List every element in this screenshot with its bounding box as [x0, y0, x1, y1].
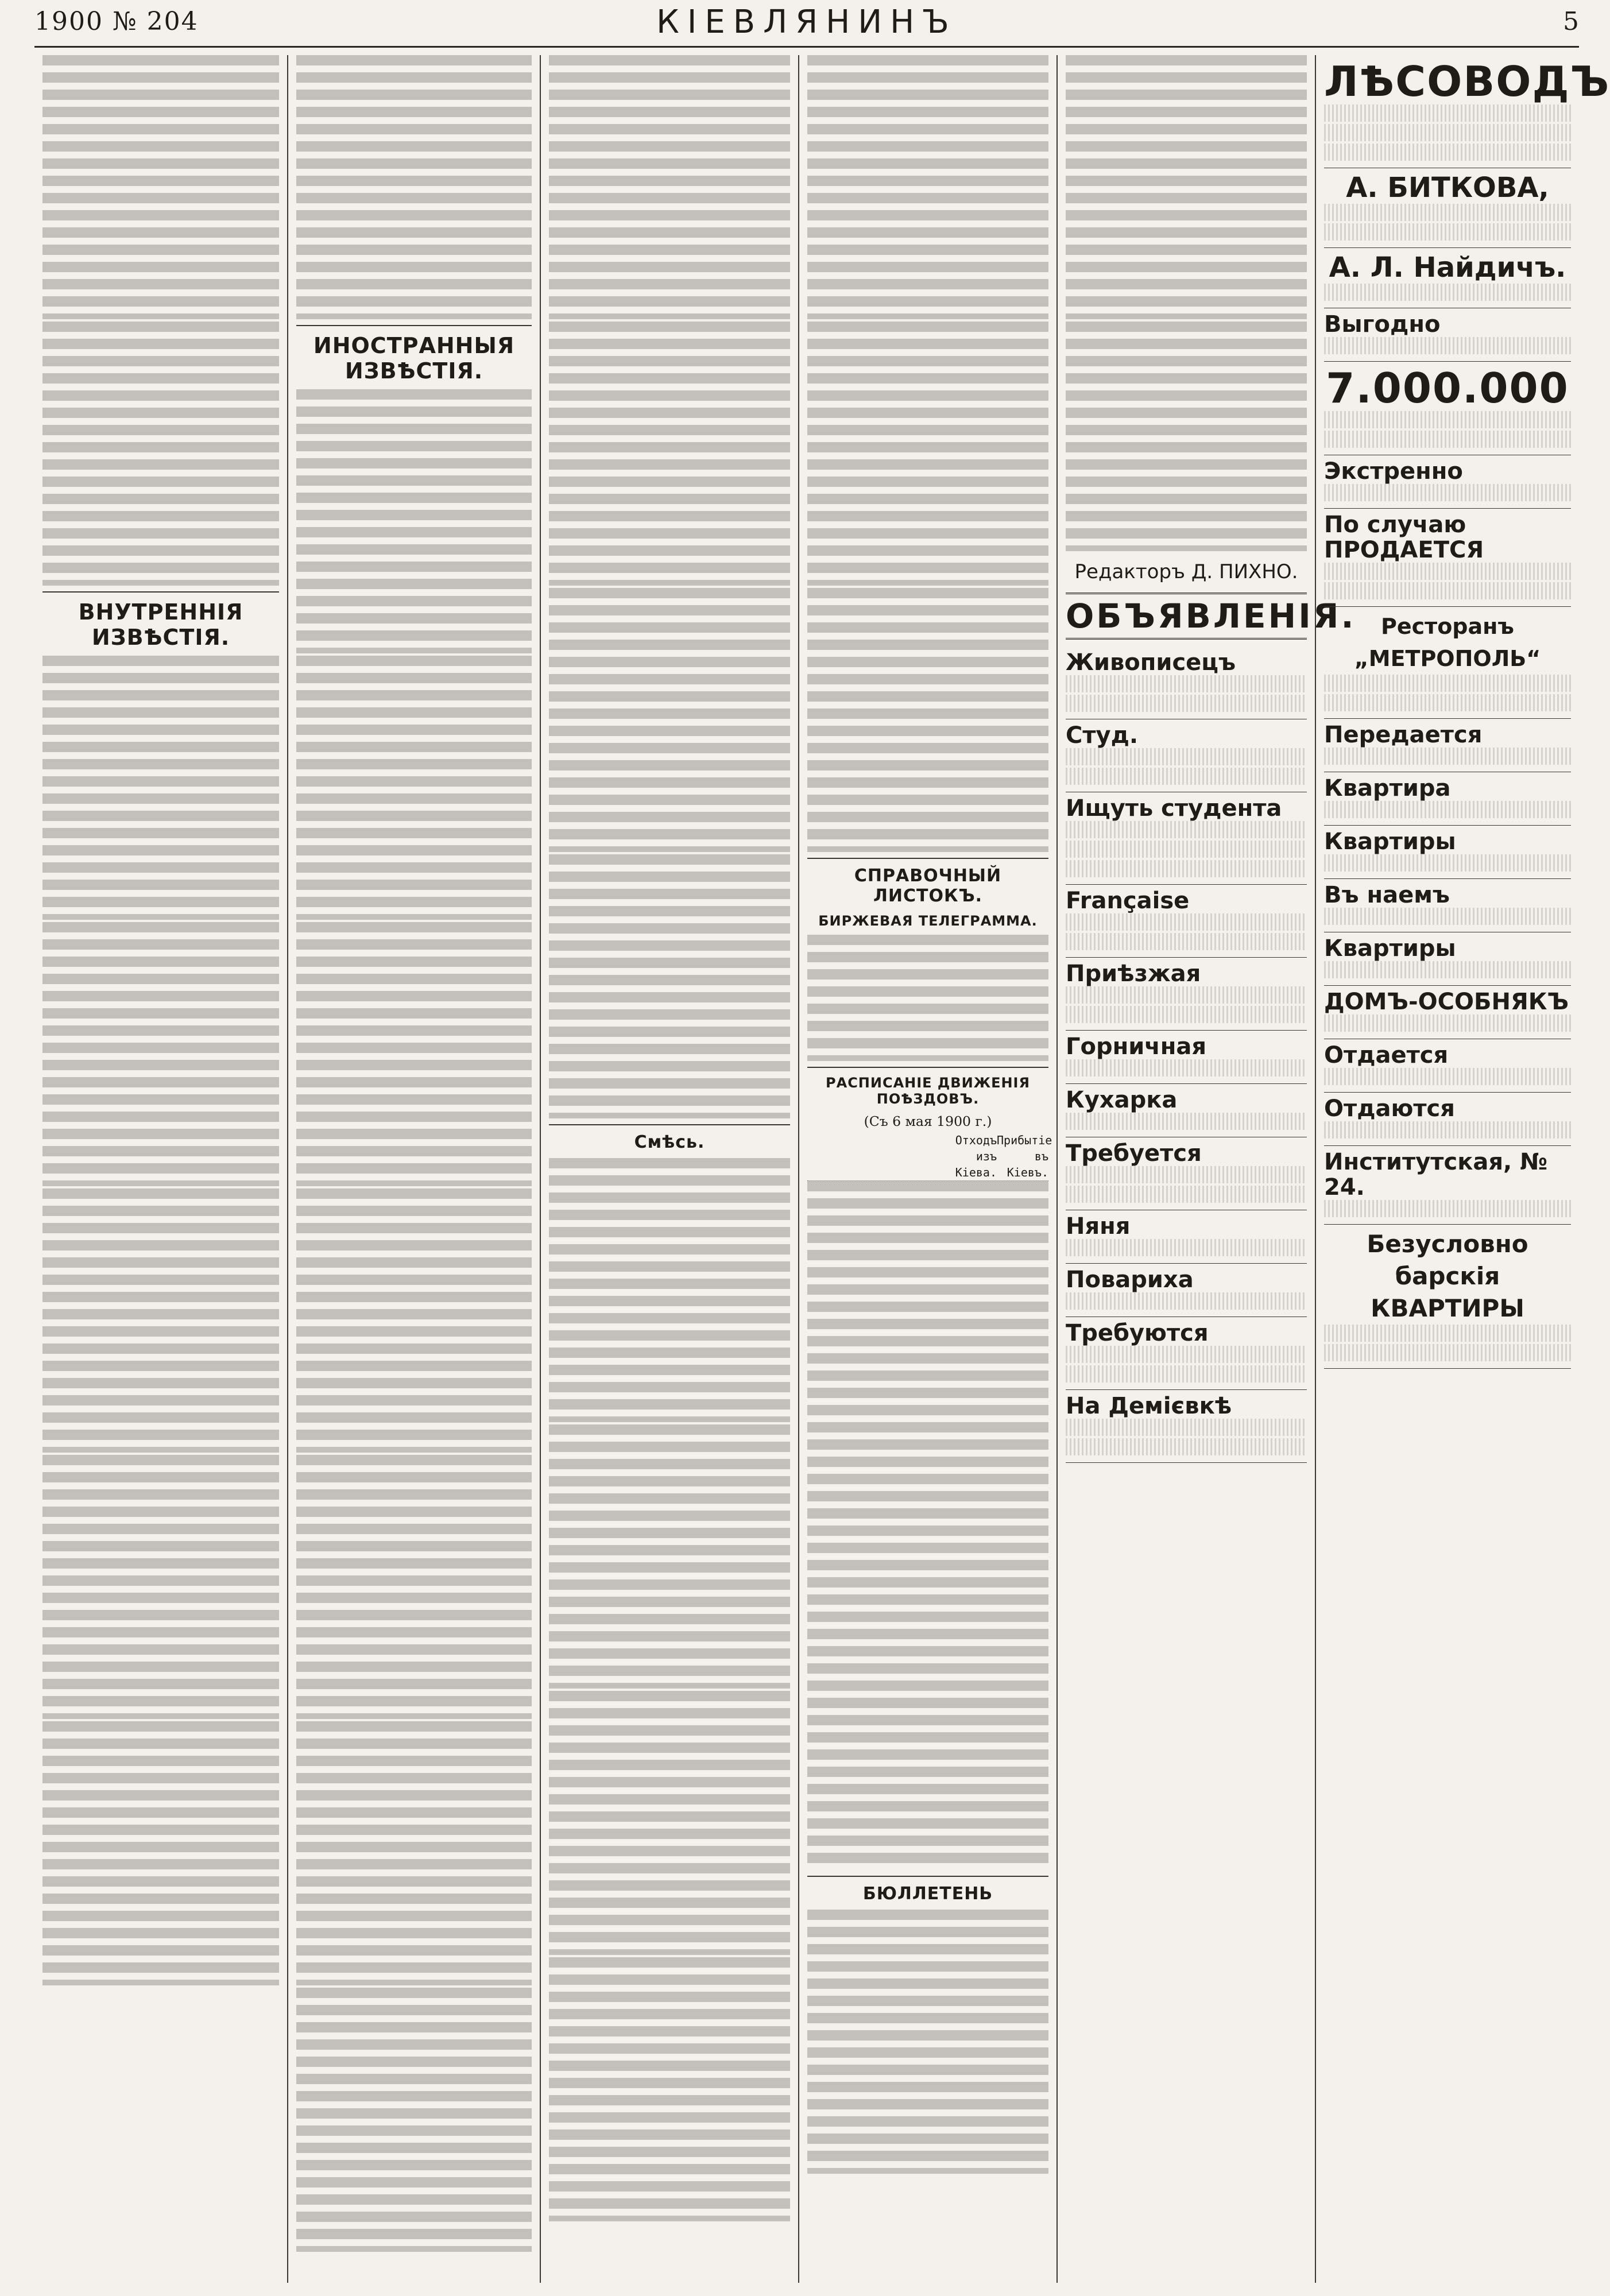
divider — [807, 1067, 1048, 1068]
article-text — [42, 656, 279, 920]
article-text — [42, 1455, 279, 1719]
ad-item — [1324, 1093, 1571, 1146]
ad-item — [1066, 719, 1307, 792]
ad-headline: Требуются — [1066, 1320, 1209, 1346]
ad-item — [1066, 1137, 1307, 1210]
ad-text — [1066, 1438, 1307, 1455]
ad-text — [1324, 1068, 1571, 1085]
ad-headline: Ресторанъ „МЕТРОПОЛЬ“ — [1354, 614, 1541, 671]
article-text — [1066, 322, 1307, 551]
column-2 — [287, 55, 540, 2283]
ad-headline: Ищуть студента — [1066, 795, 1282, 822]
ad-text — [1066, 1365, 1307, 1383]
ad-headline: Повариха — [1066, 1267, 1194, 1293]
article-text — [42, 55, 279, 319]
ad-text — [1066, 1006, 1307, 1023]
ad-text — [1066, 1059, 1307, 1077]
ad-text — [1324, 854, 1571, 872]
ad-text — [1324, 104, 1571, 122]
ad-item — [1324, 455, 1571, 509]
ad-headline: Квартира — [1324, 775, 1451, 802]
ad-text — [1324, 694, 1571, 711]
ad-item — [1324, 308, 1571, 362]
divider — [296, 325, 532, 326]
ad-headline: Передается — [1324, 722, 1483, 748]
article-text — [807, 588, 1048, 852]
column-1 — [34, 55, 287, 2283]
ad-text — [1066, 821, 1307, 838]
ad-headline: Квартиры — [1324, 935, 1456, 962]
article-text — [296, 1188, 532, 1453]
ad-text — [1066, 1166, 1307, 1183]
column-3 — [540, 55, 798, 2283]
ad-item — [1324, 1039, 1571, 1093]
ad-headline: Студ. — [1066, 722, 1139, 749]
ad-item — [1066, 958, 1307, 1031]
ad-headline: Отдается — [1324, 1042, 1449, 1068]
ad-text — [1324, 337, 1571, 354]
ad-item — [1066, 1264, 1307, 1317]
ad-text — [1066, 675, 1307, 692]
ad-item — [1324, 1146, 1571, 1225]
ad-text — [1324, 1325, 1571, 1342]
ad-headline: А. Л. Найдичъ. — [1329, 251, 1566, 284]
timetable-header-arrival: Прибытіе въ Кіевъ. — [997, 1133, 1052, 1179]
ad-text — [1066, 841, 1307, 858]
ad-item — [1066, 1317, 1307, 1390]
ad-item — [1066, 1210, 1307, 1264]
ad-headline: Няня — [1066, 1213, 1131, 1240]
ad-headline: Институтская, № 24. — [1324, 1149, 1548, 1201]
ad-headline: ЛѢСОВОДЪ — [1324, 57, 1610, 106]
column-5 — [1056, 55, 1356, 2283]
column-6 — [1315, 55, 1610, 2283]
newspaper-title: КІЕВЛЯНИНЪ — [656, 3, 957, 41]
article-text — [296, 922, 532, 1186]
ad-text — [1324, 1015, 1571, 1032]
timetable-header-route — [807, 1132, 945, 1180]
ad-headline: Экстренно — [1324, 458, 1463, 485]
ad-text — [1324, 801, 1571, 818]
ad-headline: Требуется — [1066, 1140, 1202, 1167]
ad-headline: Кухарка — [1066, 1087, 1178, 1113]
article-text — [549, 1424, 790, 1689]
timetable-heading: РАСПИСАНІЕ ДВИЖЕНІЯ ПОѢЗДОВЪ. — [826, 1075, 1030, 1107]
ad-text — [1324, 563, 1571, 580]
issue-number: 1900 № 204 — [34, 7, 199, 36]
masthead — [34, 0, 1579, 48]
article-text — [807, 322, 1048, 586]
ad-text — [1066, 748, 1307, 765]
divider — [807, 858, 1048, 859]
ad-text — [1066, 1186, 1307, 1203]
ad-item — [1324, 719, 1571, 772]
ad-text — [1066, 860, 1307, 877]
section-heading-internal-news: ВНУТРЕННІЯ ИЗВѢСТІЯ. — [78, 599, 243, 650]
ad-headline: По случаю ПРОДАЕТСЯ — [1324, 512, 1484, 563]
article-text — [549, 1957, 790, 2221]
ad-text — [1066, 1239, 1307, 1256]
article-text — [42, 322, 279, 586]
ad-headline: 7.000.000 — [1326, 364, 1569, 412]
article-text — [296, 656, 532, 920]
timetable-header-departure: Отходъ изъ Кіева. — [955, 1133, 997, 1179]
ad-text — [1324, 411, 1571, 428]
ad-item — [1066, 792, 1307, 885]
column-4 — [798, 55, 1056, 2283]
exchange-telegram-heading: БИРЖЕВАЯ ТЕЛЕГРАММА. — [818, 913, 1038, 929]
bulletin-text — [807, 1910, 1048, 2174]
ad-item — [1324, 607, 1571, 719]
ad-headline: Отдаются — [1324, 1095, 1455, 1122]
article-text — [42, 1721, 279, 1985]
article-text — [549, 1158, 790, 1422]
reference-sheet-heading: СПРАВОЧНЫЙ ЛИСТОКЪ. — [854, 866, 1002, 906]
article-text — [549, 588, 790, 852]
divider — [42, 591, 279, 593]
article-text — [1066, 55, 1307, 319]
timetable-header-row — [807, 1132, 1052, 1181]
ad-headline: Française — [1066, 888, 1190, 914]
ad-text — [1324, 223, 1571, 241]
divider — [807, 1876, 1048, 1877]
ad-item — [1324, 879, 1571, 932]
article-text — [296, 1455, 532, 1719]
ad-item — [1324, 362, 1571, 455]
ad-text — [1324, 144, 1571, 161]
ad-text — [1066, 1346, 1307, 1363]
ad-text — [1324, 961, 1571, 978]
exchange-text — [807, 935, 1048, 1061]
ad-text — [1324, 431, 1571, 448]
ad-headline: Квартиры — [1324, 828, 1456, 855]
article-text — [296, 1721, 532, 1985]
section-heading-foreign-news: ИНОСТРАННЫЯ ИЗВѢСТІЯ. — [313, 333, 515, 384]
ads-title: ОБЪЯВЛЕНІЯ. — [1066, 593, 1307, 640]
ad-item — [1066, 885, 1307, 958]
ad-item — [1324, 1225, 1571, 1369]
article-text — [549, 1691, 790, 1955]
editor-line: Редакторъ Д. ПИХНО. — [1074, 560, 1298, 583]
ad-text — [1324, 124, 1571, 141]
ad-text — [1066, 913, 1307, 931]
ad-item — [1324, 55, 1610, 168]
ad-headline: Въ наемъ — [1324, 882, 1450, 908]
ad-text — [1324, 484, 1571, 501]
article-text — [296, 55, 532, 319]
ad-text — [1066, 1113, 1307, 1130]
article-text — [42, 1188, 279, 1453]
ad-text — [1324, 1200, 1571, 1217]
ad-text — [1066, 986, 1307, 1004]
ad-text — [1324, 582, 1571, 599]
ad-text — [1324, 675, 1571, 692]
ad-item — [1066, 646, 1307, 719]
ad-headline: Живописецъ — [1066, 649, 1236, 676]
ad-text — [1066, 1419, 1307, 1436]
ad-headline: А. БИТКОВА, — [1346, 172, 1549, 204]
ad-item — [1324, 168, 1571, 248]
ad-text — [1324, 1121, 1571, 1139]
ad-headline: ДОМЪ-ОСОБНЯКЪ — [1324, 989, 1569, 1015]
ad-text — [1066, 933, 1307, 950]
ad-item — [1324, 509, 1571, 607]
ad-headline: На Демієвкѣ — [1066, 1393, 1232, 1419]
ad-text — [1324, 908, 1571, 925]
ad-headline: Безусловно барскія КВАРТИРЫ — [1367, 1230, 1528, 1322]
ad-item — [1066, 1084, 1307, 1137]
ad-text — [1066, 1292, 1307, 1310]
ad-headline: Выгодно — [1324, 311, 1441, 338]
page-number: 5 — [1563, 7, 1579, 36]
ad-item — [1324, 932, 1571, 986]
ad-item — [1324, 826, 1571, 879]
article-text — [549, 55, 790, 319]
ad-headline: Горничная — [1066, 1033, 1207, 1060]
ad-item — [1066, 1390, 1307, 1463]
ad-text — [1324, 1344, 1571, 1361]
section-heading-miscellany: Смѣсь. — [634, 1132, 705, 1152]
ad-text — [1324, 284, 1571, 301]
ad-text — [1324, 748, 1571, 765]
article-text — [296, 389, 532, 653]
ad-item — [1324, 772, 1571, 826]
timetable-text — [807, 1181, 1048, 1870]
timetable-subtitle: (Съ 6 мая 1900 г.) — [864, 1113, 992, 1129]
bulletin-heading: БЮЛЛЕТЕНЬ — [862, 1884, 993, 1904]
divider — [549, 1124, 790, 1125]
article-text — [549, 322, 790, 586]
article-text — [549, 854, 790, 1118]
article-text — [296, 1988, 532, 2252]
ad-text — [1066, 695, 1307, 712]
ad-text — [1066, 768, 1307, 785]
ad-item — [1066, 1031, 1307, 1084]
ad-item — [1324, 986, 1571, 1039]
ad-item — [1324, 248, 1571, 308]
article-text — [807, 55, 1048, 319]
article-text — [42, 922, 279, 1186]
ad-headline: Приѣзжая — [1066, 961, 1201, 987]
ad-text — [1324, 204, 1571, 221]
